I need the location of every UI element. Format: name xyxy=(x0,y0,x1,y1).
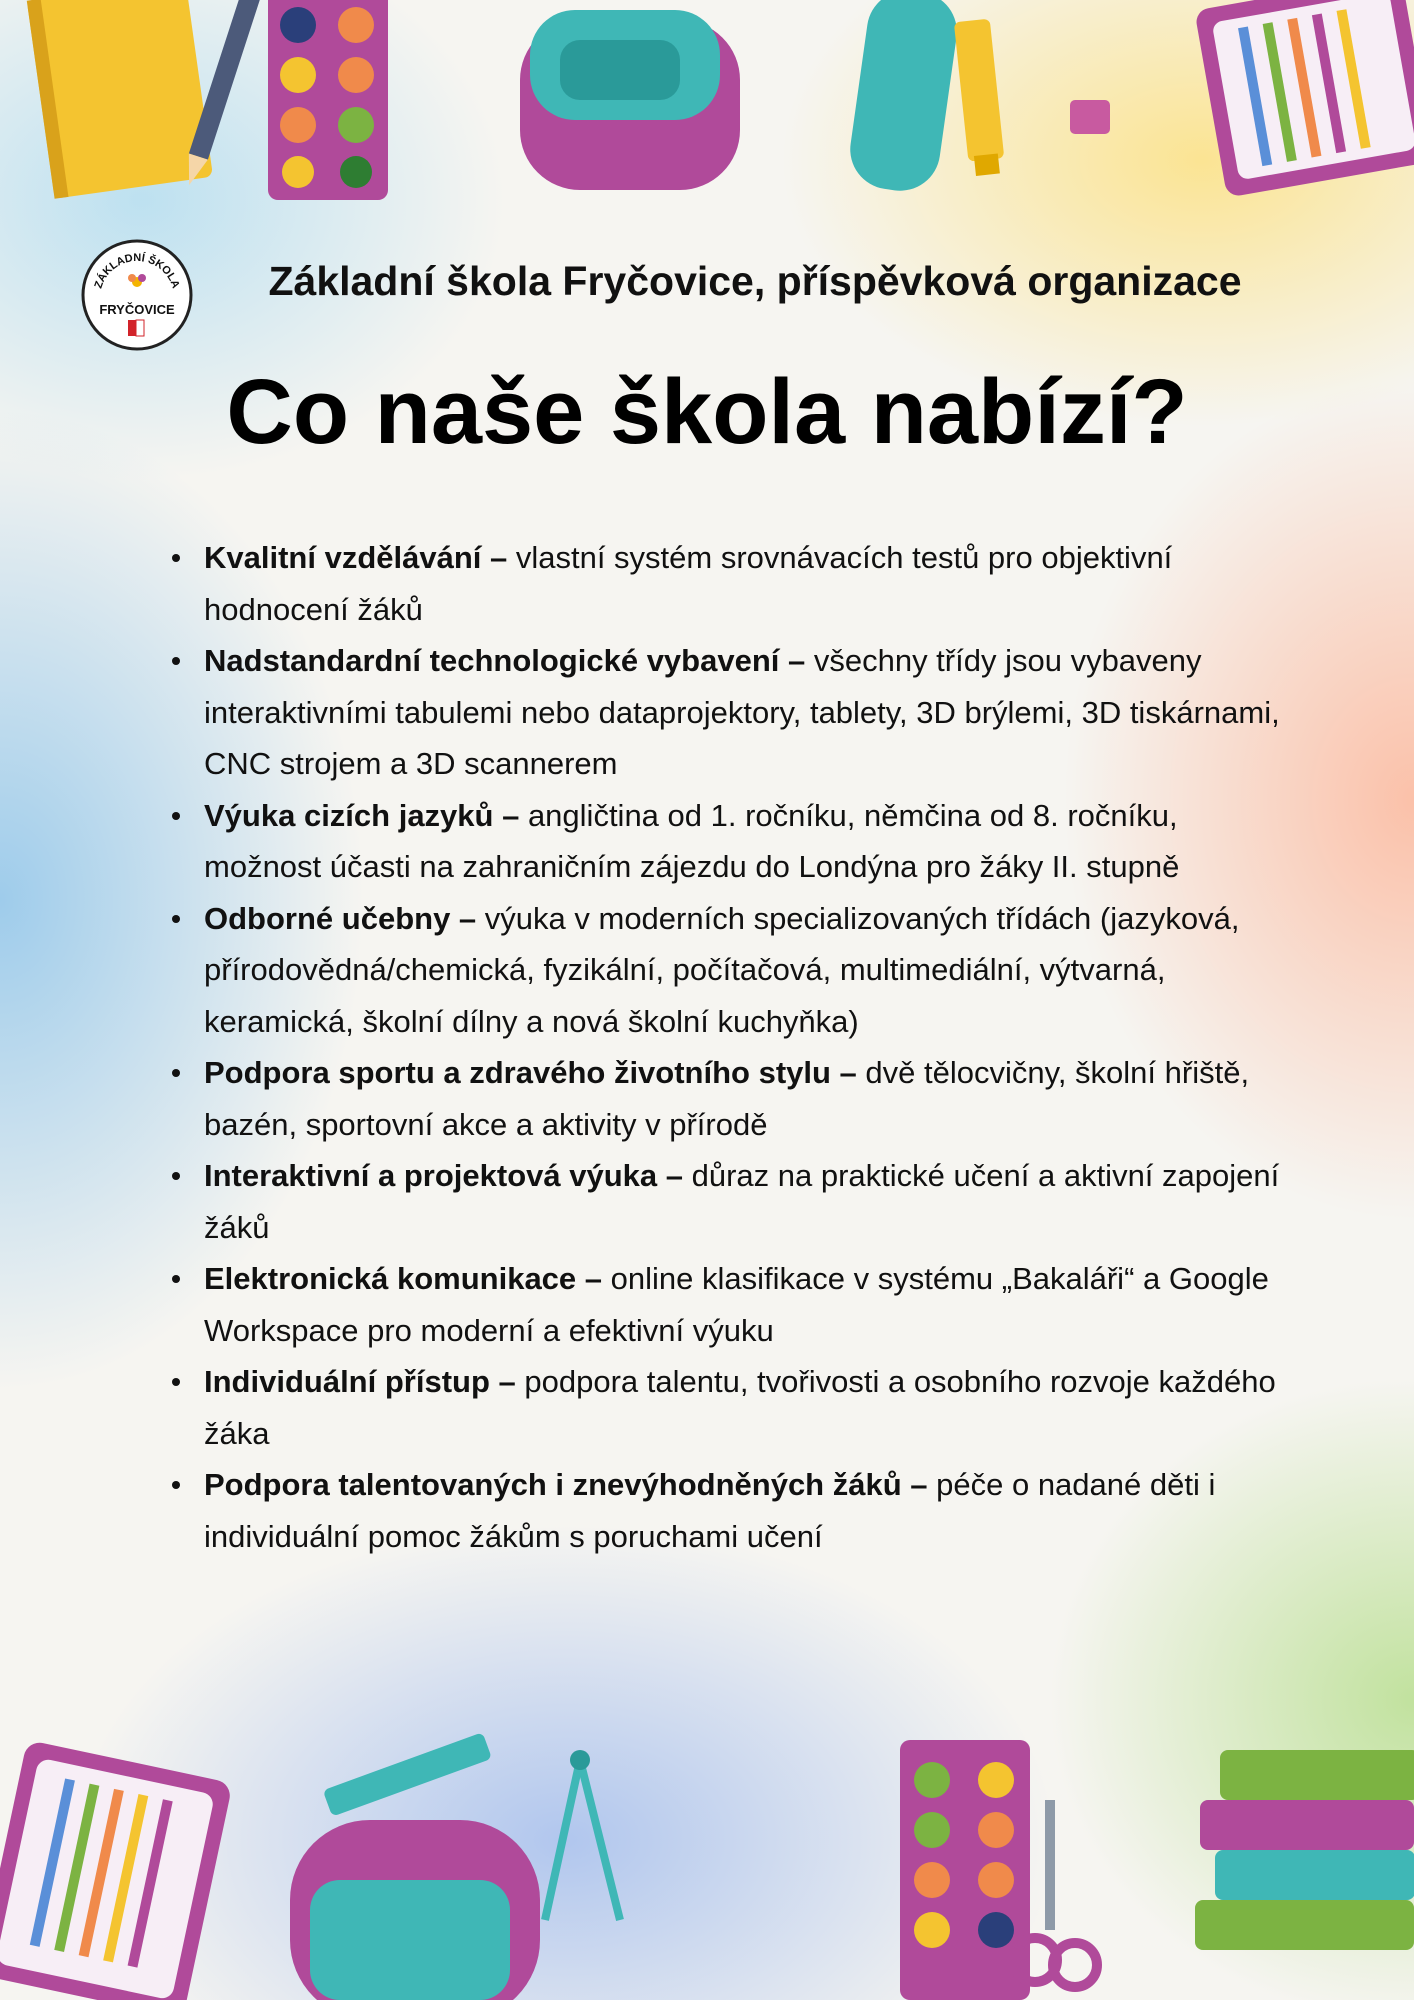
list-item xyxy=(172,790,1302,893)
offer-heading: Podpora talentovaných i znevýhodněných žáků – xyxy=(204,1467,928,1502)
books-stack-icon xyxy=(1195,1750,1414,1950)
list-item xyxy=(172,1253,1302,1356)
list-item xyxy=(172,1047,1302,1150)
bullet-icon xyxy=(172,915,180,923)
school-name: Základní škola Fryčovice, příspěvková organizace xyxy=(268,258,1242,304)
pencil-sharpener-icon xyxy=(1070,100,1110,134)
pencil-case-icon xyxy=(845,0,962,196)
top-decoration-band xyxy=(0,0,1414,210)
bullet-icon xyxy=(172,657,180,665)
offer-description: péče o nadané děti i individuální pomoc žákům s poruchami učení xyxy=(204,1467,1216,1554)
offer-heading: Výuka cizích jazyků – xyxy=(204,797,520,833)
offer-description: angličtina od 1. ročníku, němčina od 8. ročníku, možnost účasti na zahraničním zájezdu do Londýna pro žáky II. stupně xyxy=(204,797,1180,884)
backpack-icon xyxy=(290,1820,540,2000)
compass-icon xyxy=(545,1750,620,1920)
flag-icon xyxy=(128,320,144,336)
watercolor-palette-icon xyxy=(268,0,388,200)
list-item xyxy=(172,1356,1302,1459)
offer-heading: Individuální přístup – xyxy=(204,1364,516,1399)
offer-description: všechny třídy jsou vybaveny interaktivními tabulemi nebo dataprojektory, tablety, 3D brýlemi, 3D tiskárnami, CNC strojem a 3D scannerem xyxy=(204,643,1280,781)
offer-description: podpora talentu, tvořivosti a osobního rozvoje každého žáka xyxy=(204,1364,1276,1451)
offer-heading: Odborné učebny – xyxy=(204,900,477,936)
bottom-decoration-band xyxy=(0,1720,1414,2000)
bullet-icon xyxy=(172,1275,180,1283)
logo-name: FRYČOVICE xyxy=(99,302,175,317)
offer-heading: Interaktivní a projektová výuka – xyxy=(204,1158,683,1193)
bullet-icon xyxy=(172,554,180,562)
offer-description: výuka v moderních specializovaných třídách (jazyková, přírodovědná/chemická, fyzikální, počítačová, multimediální, výtvarná, keramická, školní dílny a nová školní kuchyňka) xyxy=(204,900,1240,1039)
offer-heading: Kvalitní vzdělávání – xyxy=(204,540,508,575)
list-item xyxy=(172,635,1302,790)
pencil-box-icon xyxy=(0,1740,233,2000)
offer-description: vlastní systém srovnávacích testů pro objektivní hodnocení žáků xyxy=(204,540,1173,627)
bullet-icon xyxy=(172,812,180,820)
logo-ring-text: ZÁKLADNÍ ŠKOLA xyxy=(92,251,182,290)
list-item xyxy=(172,1150,1302,1253)
pencil-box-icon xyxy=(1194,0,1414,198)
list-item xyxy=(172,532,1302,635)
offer-description: online klasifikace v systému „Bakaláři“ a Google Workspace pro moderní a efektivní výuku xyxy=(204,1261,1269,1348)
bullet-icon xyxy=(172,1378,180,1386)
page-title: Co naše škola nabízí? xyxy=(226,361,1188,463)
bullet-icon xyxy=(172,1481,180,1489)
offer-heading: Nadstandardní technologické vybavení – xyxy=(204,643,806,678)
offer-description: důraz na praktické učení a aktivní zapojení žáků xyxy=(204,1158,1280,1245)
offers-list xyxy=(172,532,1302,1562)
offer-heading: Elektronická komunikace – xyxy=(204,1261,603,1296)
school-logo xyxy=(80,238,194,352)
bullet-icon xyxy=(172,1172,180,1180)
offer-description: dvě tělocvičny, školní hřiště, bazén, sportovní akce a aktivity v přírodě xyxy=(204,1055,1250,1142)
marker-icon xyxy=(323,1732,492,1816)
notebook-icon xyxy=(27,0,213,199)
backpack-icon xyxy=(520,10,740,190)
list-item xyxy=(172,893,1302,1048)
marker-icon xyxy=(954,19,1006,177)
offer-heading: Podpora sportu a zdravého životního stylu – xyxy=(204,1055,857,1090)
bullet-icon xyxy=(172,1069,180,1077)
list-item xyxy=(172,1459,1302,1562)
